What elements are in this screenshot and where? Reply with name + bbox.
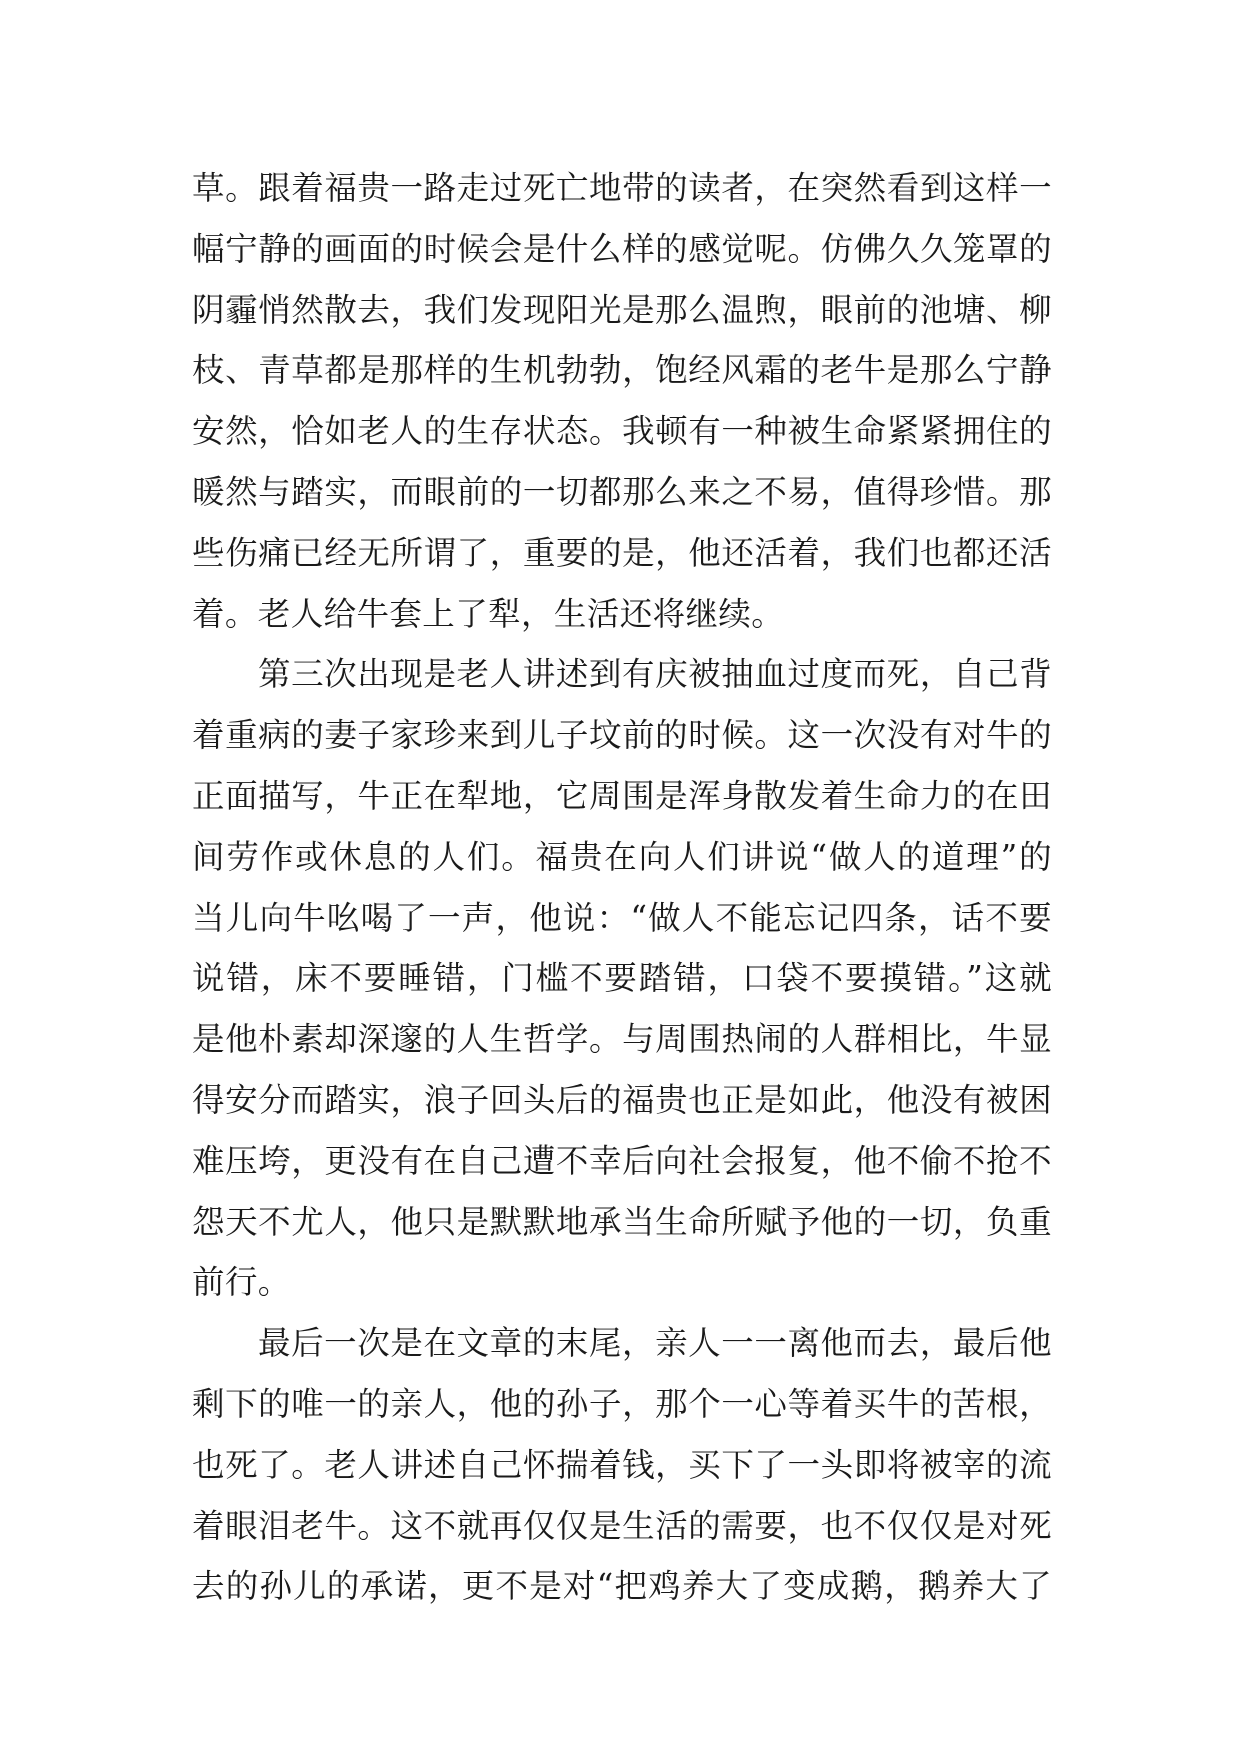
text-line: 些伤痛已经无所谓了，重要的是，他还活着，我们也都还活 xyxy=(192,533,1052,572)
text-line: 去的孙儿的承诺，更不是对“把鸡养大了变成鹅，鹅养大了 xyxy=(192,1567,1052,1606)
text-line: 得安分而踏实，浪子回头后的福贵也正是如此，他没有被困 xyxy=(192,1080,1052,1119)
text-line: 怨天不尤人，他只是默默地承当生命所赋予他的一切，负重 xyxy=(192,1202,1052,1241)
text-line: 当儿向牛吆喝了一声，他说：“做人不能忘记四条，话不要 xyxy=(192,898,1052,937)
text-line: 说错，床不要睡错，门槛不要踏错，口袋不要摸错。”这就 xyxy=(192,959,1052,998)
text-line: 着。老人给牛套上了犁，生活还将继续。 xyxy=(192,594,785,633)
text-line: 难压垮，更没有在自己遭不幸后向社会报复，他不偷不抢不 xyxy=(192,1141,1052,1180)
text-line: 着重病的妻子家珍来到儿子坟前的时候。这一次没有对牛的 xyxy=(192,716,1052,755)
text-line: 枝、青草都是那样的生机勃勃，饱经风霜的老牛是那么宁静 xyxy=(192,351,1052,390)
paragraph-first-line: 第三次出现是老人讲述到有庆被抽血过度而死，自己背 xyxy=(258,655,1052,694)
text-line: 也死了。老人讲述自己怀揣着钱，买下了一头即将被宰的流 xyxy=(192,1445,1052,1484)
text-line: 前行。 xyxy=(192,1263,291,1302)
text-line: 剩下的唯一的亲人，他的孙子，那个一心等着买牛的苦根， xyxy=(192,1384,1052,1423)
text-line: 幅宁静的画面的时候会是什么样的感觉呢。仿佛久久笼罩的 xyxy=(192,229,1052,268)
text-line: 正面描写，牛正在犁地，它周围是浑身散发着生命力的在田 xyxy=(192,776,1052,815)
text-line: 是他朴素却深邃的人生哲学。与周围热闹的人群相比，牛显 xyxy=(192,1020,1052,1059)
text-line: 间劳作或休息的人们。福贵在向人们讲说“做人的道理”的 xyxy=(192,837,1052,876)
body-text xyxy=(192,158,1052,1617)
text-line: 草。跟着福贵一路走过死亡地带的读者，在突然看到这样一 xyxy=(192,169,1052,207)
text-line: 暖然与踏实，而眼前的一切都那么来之不易，值得珍惜。那 xyxy=(192,472,1052,511)
text-line: 着眼泪老牛。这不就再仅仅是生活的需要，也不仅仅是对死 xyxy=(192,1506,1052,1545)
text-line: 阴霾悄然散去，我们发现阳光是那么温煦，眼前的池塘、柳 xyxy=(192,290,1052,329)
paragraph-first-line: 最后一次是在文章的末尾，亲人一一离他而去，最后他 xyxy=(258,1324,1052,1363)
text-line: 安然，恰如老人的生存状态。我顿有一种被生命紧紧拥住的 xyxy=(192,412,1052,451)
